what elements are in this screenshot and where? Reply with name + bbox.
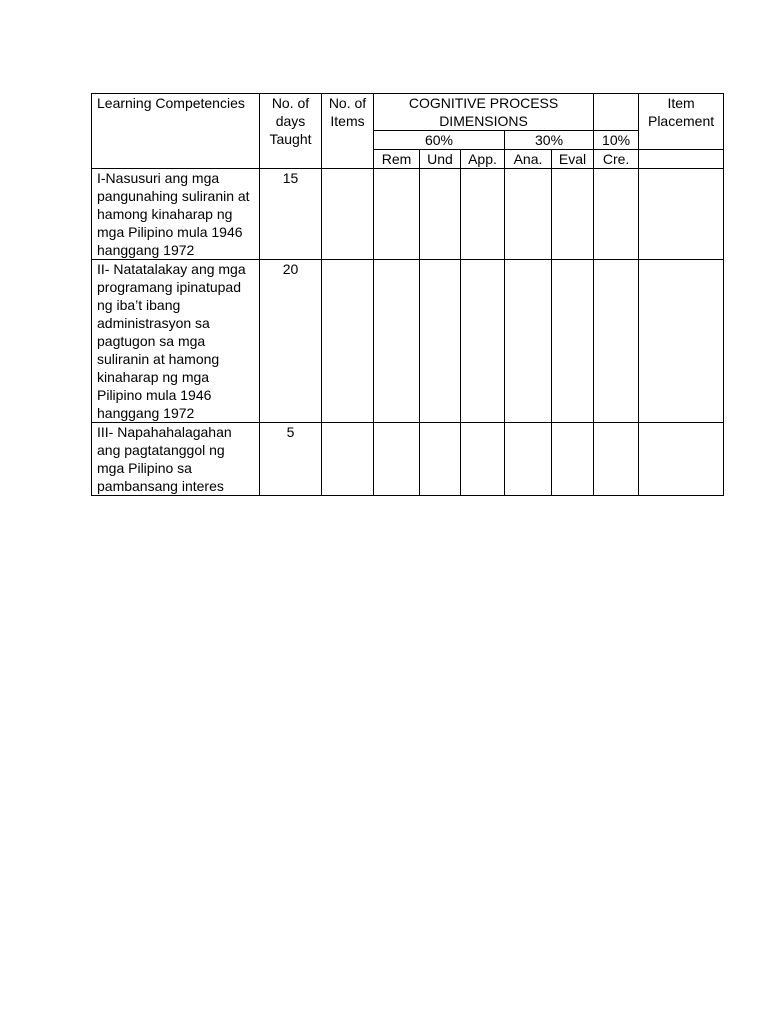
placement-cell	[639, 169, 724, 260]
table-row	[92, 169, 724, 260]
cre-cell	[594, 260, 639, 423]
competency-cell: III- Napahahalagahan ang pagtatanggol ng mga Pilipino sa pambansang interes	[92, 423, 260, 496]
app-cell	[461, 423, 505, 496]
header-placement-blank	[639, 150, 724, 169]
rem-cell	[374, 169, 420, 260]
rem-cell	[374, 260, 420, 423]
und-cell	[420, 423, 461, 496]
cre-cell	[594, 423, 639, 496]
table-row	[92, 260, 724, 423]
placement-cell	[639, 260, 724, 423]
header-cre: Cre.	[594, 150, 639, 169]
eval-cell	[552, 169, 594, 260]
app-cell	[461, 169, 505, 260]
header-item-placement: Item Placement	[639, 94, 724, 150]
days-cell: 15	[260, 169, 322, 260]
header-days-taught: No. of days Taught	[260, 94, 322, 169]
header-learning-competencies: Learning Competencies	[92, 94, 260, 169]
placement-cell	[639, 423, 724, 496]
header-eval: Eval	[552, 150, 594, 169]
competency-cell: II- Natatalakay ang mga programang ipinatupad ng iba’t ibang administrasyon sa pagtugon sa mga suliranin at hamong kinaharap ng mga Pilipino mula 1946 hanggang 1972	[92, 260, 260, 423]
rem-cell	[374, 423, 420, 496]
days-cell: 20	[260, 260, 322, 423]
header-blank	[594, 94, 639, 131]
header-pct-60: 60%	[374, 131, 505, 150]
header-no-of-items: No. of Items	[322, 94, 374, 169]
ana-cell	[505, 260, 552, 423]
header-ana: Ana.	[505, 150, 552, 169]
eval-cell	[552, 260, 594, 423]
cre-cell	[594, 169, 639, 260]
header-rem: Rem	[374, 150, 420, 169]
app-cell	[461, 260, 505, 423]
und-cell	[420, 260, 461, 423]
table-row	[92, 423, 724, 496]
header-cognitive-process: COGNITIVE PROCESS DIMENSIONS	[374, 94, 594, 131]
header-pct-30: 30%	[505, 131, 594, 150]
items-cell	[322, 260, 374, 423]
und-cell	[420, 169, 461, 260]
items-cell	[322, 169, 374, 260]
ana-cell	[505, 169, 552, 260]
competency-cell: I-Nasusuri ang mga pangunahing suliranin at hamong kinaharap ng mga Pilipino mula 1946 hanggang 1972	[92, 169, 260, 260]
header-und: Und	[420, 150, 461, 169]
items-cell	[322, 423, 374, 496]
header-pct-10: 10%	[594, 131, 639, 150]
table-of-specifications	[91, 93, 724, 496]
ana-cell	[505, 423, 552, 496]
days-cell: 5	[260, 423, 322, 496]
header-row-1	[92, 94, 724, 131]
header-app: App.	[461, 150, 505, 169]
eval-cell	[552, 423, 594, 496]
